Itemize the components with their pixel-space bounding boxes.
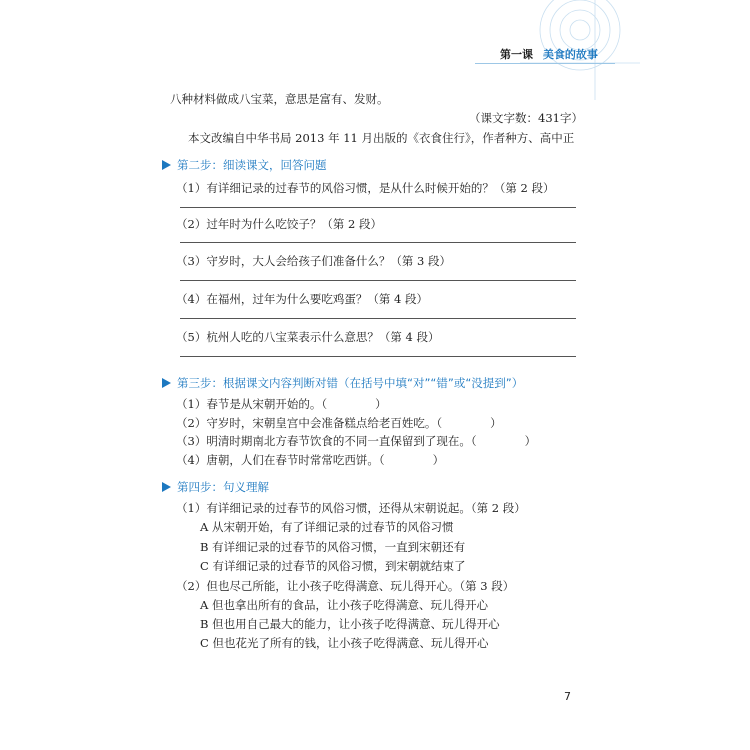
step4-q2-option-c[interactable]: C 但也花光了所有的钱，让小孩子吃得满意、玩儿得开心 [200, 636, 489, 650]
step3-heading-text: 第三步：根据课文内容判断对错（在括号中填“对”“错”或“没提到”） [177, 376, 524, 390]
step4-heading-text: 第四步：句义理解 [177, 480, 269, 494]
step4-q1-option-a[interactable]: A 从宋朝开始，有了详细记录的过春节的风俗习惯 [200, 520, 454, 534]
step3-item-2: （2）守岁时，宋朝皇宫中会准备糕点给老百姓吃。（ ） [176, 416, 502, 430]
step3-item-4: （4）唐朝，人们在春节时常常吃西饼。（ ） [176, 453, 445, 467]
step4-q2-option-b[interactable]: B 但也用自己最大的能力，让小孩子吃得满意、玩儿得开心 [200, 617, 500, 631]
step4-q1-option-b[interactable]: B 有详细记录的过春节的风俗习惯，一直到宋朝还有 [200, 540, 466, 554]
step4-heading [162, 479, 269, 495]
step4-q1-option-c[interactable]: C 有详细记录的过春节的风俗习惯，到宋朝就结束了 [200, 559, 466, 573]
step3-heading [162, 375, 523, 391]
step2-question-1: （1）有详细记录的过春节的风俗习惯，是从什么时候开始的？（第 2 段） [176, 181, 555, 195]
word-count: （课文字数：431字） [469, 111, 583, 125]
step2-question-5: （5）杭州人吃的八宝菜表示什么意思？（第 4 段） [176, 330, 440, 344]
header-rule [475, 63, 615, 64]
answer-line-2[interactable] [180, 242, 576, 243]
passage-last-line: 八种材料做成八宝菜，意思是富有、发财。 [170, 92, 389, 106]
step4-q2-option-a[interactable]: A 但也拿出所有的食品，让小孩子吃得满意、玩儿得开心 [200, 598, 488, 612]
step2-question-4: （4）在福州，过年为什么要吃鸡蛋？（第 4 段） [176, 292, 428, 306]
step2-question-2: （2）过年时为什么吃饺子？（第 2 段） [176, 217, 382, 231]
step3-item-1: （1）春节是从宋朝开始的。（ ） [176, 397, 387, 411]
step4-q1-stem: （1）有详细记录的过春节的风俗习惯，还得从宋朝说起。（第 2 段） [176, 501, 526, 515]
triangle-bullet-icon [162, 482, 171, 492]
answer-line-4[interactable] [180, 318, 576, 319]
triangle-bullet-icon [162, 378, 171, 388]
step2-question-3: （3）守岁时，大人会给孩子们准备什么？（第 3 段） [176, 254, 451, 268]
step4-q2-stem: （2）但也尽己所能，让小孩子吃得满意、玩儿得开心。（第 3 段） [176, 579, 515, 593]
step2-heading [162, 157, 327, 173]
step3-item-3: （3）明清时期南北方春节饮食的不同一直保留到了现在。（ ） [176, 434, 537, 448]
triangle-bullet-icon [162, 160, 171, 170]
source-note: 本文改编自中华书局 2013 年 11 月出版的《衣食住行》，作者种方、高中正 [188, 131, 575, 145]
lesson-title: 美食的故事 [542, 48, 598, 61]
page-number: 7 [564, 690, 571, 703]
lesson-number: 第一课 [500, 48, 533, 61]
answer-line-5[interactable] [180, 356, 576, 357]
step2-heading-text: 第二步：细读课文，回答问题 [177, 158, 327, 172]
answer-line-3[interactable] [180, 280, 576, 281]
lesson-header [500, 46, 598, 62]
answer-line-1[interactable] [180, 207, 576, 208]
